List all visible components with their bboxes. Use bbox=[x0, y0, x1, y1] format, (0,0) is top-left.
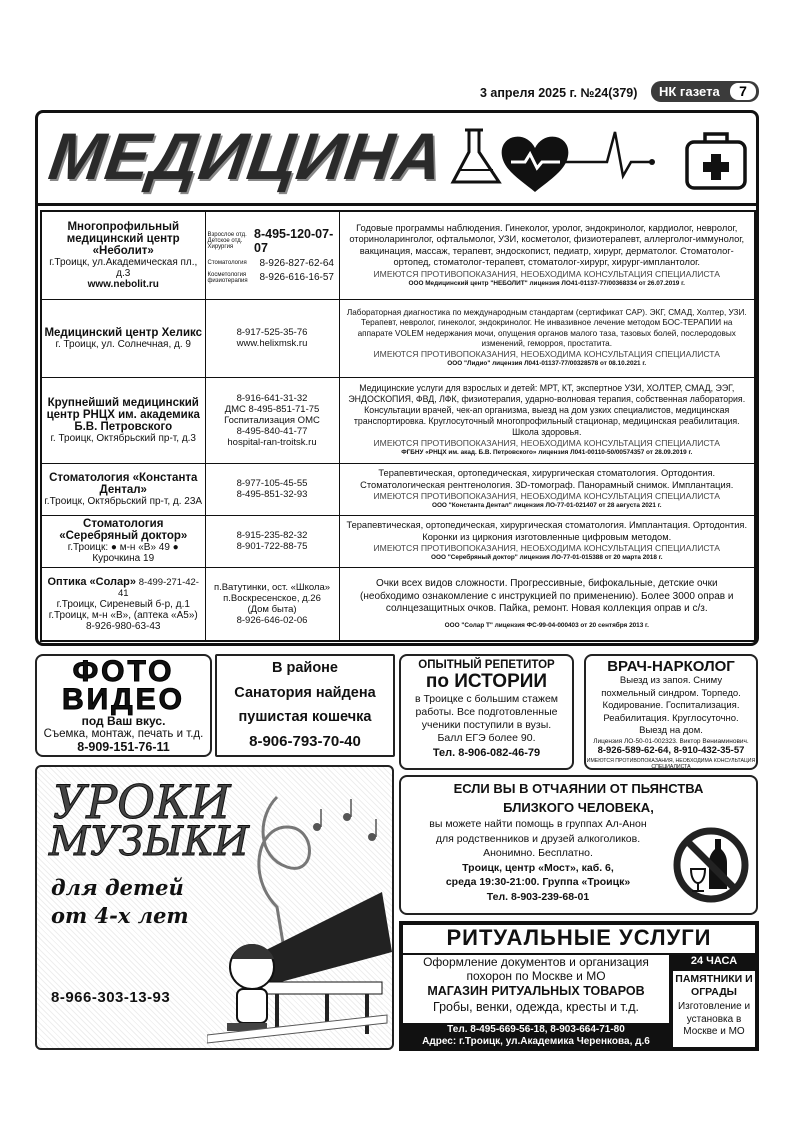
medicine-directory bbox=[40, 210, 756, 642]
ad-text: Оформление документов и организация bbox=[423, 955, 649, 969]
medicine-icons bbox=[445, 118, 750, 196]
phone-line: 8-495-851-32-93 bbox=[236, 489, 308, 500]
phone-line: Госпитализация ОМС bbox=[224, 414, 320, 426]
ad-text: под Ваш вкус. bbox=[81, 714, 166, 728]
ad-phone: Тел. 8-495-669-56-18, 8-903-664-71-80 bbox=[447, 1024, 625, 1035]
table-row bbox=[41, 299, 755, 377]
table-row bbox=[41, 463, 755, 515]
history-tutor-ad bbox=[399, 654, 574, 770]
issue-date: 3 апреля 2025 г. №24(379) bbox=[480, 86, 638, 100]
photo-video-ad bbox=[35, 654, 212, 757]
clinic-description: Терапевтическая, ортопедическая, хирургическая стоматология. Ортодонтия. Стоматологическая рентгенология. 3D-томограф. Панорамный снимок. Имплантация. bbox=[360, 468, 734, 490]
ad-text: для родственников и друзей алкоголиков. bbox=[435, 832, 641, 845]
clinic-name: Многопрофильный медицинский центр «Неболит» bbox=[66, 220, 180, 257]
clinic-address: г.Троицк: ● м-н «В» 49 ● Курочкина 19 bbox=[67, 542, 179, 564]
ad-phone: Тел. 8-906-082-46-79 bbox=[432, 747, 541, 759]
heart-pulse-icon bbox=[502, 132, 655, 192]
table-row bbox=[41, 211, 755, 299]
branch-line: п.Ватутинки, ост. «Школа» bbox=[213, 581, 331, 593]
phone-line: 8-977-105-45-55 bbox=[236, 478, 308, 489]
music-notes-icon bbox=[313, 799, 376, 841]
license-text: ООО "Серебряный доктор" лицензия ЛО-77-01-015388 от 20 марта 2018 г. bbox=[431, 553, 663, 561]
phone-number: 8-926-616-16-57 bbox=[259, 272, 334, 284]
ad-address: Адрес: г.Троицк, ул.Академика Черенкова, д.6 bbox=[422, 1036, 650, 1047]
ad-text: пушистая кошечка bbox=[238, 709, 372, 725]
flask-icon bbox=[453, 130, 499, 182]
branch-line: п.Воскресенское, д.26 bbox=[223, 592, 321, 604]
clinic-address: г.Троицк, Сиреневый б-р, д.1 bbox=[56, 598, 190, 610]
clinic-description: Медицинские услуги для взрослых и детей: МРТ, КТ, экспертное УЗИ, ХОЛТЕР, СМАД, ЭЭГ, ЭНДОСКОПИЯ, ФВД, ЛФК, физиотерапия, ударно-волновая терапия, собственная лаборатория. Консультации врачей, чек-ап организма, выезд на дом узких специалистов, медицинская транспортировка. Круглосуточный многопрофильный стационар, медицинская реабилитация. Школа здоровья. bbox=[348, 383, 746, 438]
ad-text: Анонимно. Бесплатно. bbox=[483, 847, 593, 859]
phone-number: 8-917-525-35-76 bbox=[236, 327, 308, 338]
ad-headline: БЛИЗКОГО ЧЕЛОВЕКА, bbox=[503, 800, 654, 815]
clinic-site[interactable]: www.helixmsk.ru bbox=[236, 338, 308, 349]
first-aid-kit-icon bbox=[687, 134, 745, 188]
ad-headline: ВИДЕО bbox=[62, 683, 185, 716]
contraindication-warning: ИМЕЮТСЯ ПРОТИВОПОКАЗАНИЯ, НЕОБХОДИМА КОНСУЛЬТАЦИЯ СПЕЦИАЛИСТА bbox=[373, 491, 720, 502]
piano-illustration bbox=[207, 787, 392, 1049]
ad-headline: УРОКИ bbox=[53, 775, 231, 829]
phone-dept: Косметология физиотерапия bbox=[207, 271, 248, 284]
section-title: МЕДИЦИНА bbox=[44, 119, 449, 193]
ad-headline: МУЗЫКИ bbox=[49, 819, 249, 865]
license-text: ФГБНУ «РНЦХ им. акад. Б.В. Петровского» лицензия Л041-00110-50/00574357 от 28.09.2019 г. bbox=[401, 448, 693, 456]
license-text: ООО "Константа Дентал" лицензия ЛО-77-01-021407 от 28 августа 2021 г. bbox=[431, 501, 662, 509]
ad-headline: ФОТО bbox=[72, 655, 175, 688]
ad-text: МАГАЗИН РИТУАЛЬНЫХ ТОВАРОВ bbox=[427, 984, 645, 998]
clinic-address: г. Троицк, ул. Солнечная, д. 9 bbox=[55, 338, 191, 350]
piano-icon bbox=[262, 892, 392, 1034]
table-row bbox=[41, 515, 755, 567]
ad-text: Съемка, монтаж, печать и т.д. bbox=[43, 728, 204, 740]
phone-number: 8-495-120-07-07 bbox=[254, 226, 334, 255]
ad-text: В районе bbox=[271, 660, 338, 676]
table-row bbox=[41, 567, 755, 641]
ad-text: ПАМЯТНИКИ И ОГРАДЫ bbox=[675, 973, 753, 998]
ad-text: Изготовление и установка в Москве и МО bbox=[677, 1001, 751, 1037]
license-text: ООО "Солар Т" лицензия ФС-99-04-000403 от 20 сентября 2013 г. bbox=[444, 621, 649, 629]
paper-name: НК газета bbox=[659, 84, 720, 99]
clinic-name: Стоматология «Константа Дентал» bbox=[49, 471, 198, 496]
contraindication-warning: ИМЕЮТСЯ ПРОТИВОПОКАЗАНИЯ, НЕОБХОДИМА КОНСУЛЬТАЦИЯ СПЕЦИАЛИСТА bbox=[586, 757, 756, 770]
ad-headline: РИТУАЛЬНЫЕ УСЛУГИ bbox=[403, 925, 755, 953]
ad-phone: 8-966-303-13-93 bbox=[51, 989, 171, 1006]
phone-line: 8-916-641-31-32 bbox=[236, 392, 308, 404]
paper-badge bbox=[651, 81, 759, 102]
phone-number: 8-926-980-63-43 bbox=[86, 620, 161, 632]
clinic-address: г.Троицк, ул.Академическая пл., д.3 bbox=[49, 256, 198, 279]
phone-number: 8-499-271-42-41 bbox=[117, 576, 199, 599]
ad-text: в Троицке с большим стажем работы. Все подготовленные ученики поступили в вузы. Балл ЕГЭ более 90. bbox=[414, 693, 559, 744]
ad-text: Санатория найдена bbox=[234, 685, 376, 701]
clinic-address: г. Троицк, Октябрьский пр-т, д.3 bbox=[50, 432, 196, 444]
contraindication-warning: ИМЕЮТСЯ ПРОТИВОПОКАЗАНИЯ, НЕОБХОДИМА КОНСУЛЬТАЦИЯ СПЕЦИАЛИСТА bbox=[373, 269, 720, 280]
license-text: ООО "Лидио" лицензия Л041-01137-77/00328578 от 08.10.2021 г. bbox=[447, 359, 647, 367]
license-text: Лицензия ЛО-50-01-002323. Виктор Вениаминович. bbox=[593, 737, 749, 745]
ad-text: похорон по Москве и МО bbox=[466, 969, 606, 983]
hours-badge: 24 ЧАСА bbox=[690, 955, 738, 967]
ad-text: Троицк, центр «Мост», каб. 6, bbox=[462, 861, 614, 874]
clinic-description: Годовые программы наблюдения. Гинеколог, уролог, эндокринолог, кардиолог, невролог, оториноларинголог, офтальмолог, УЗИ, косметолог, физиотерапевт, аллерголог-иммунолог, вакцинация, массаж, терапевт, эндоскопист, педиатр, хирург, дерматолог. Стоматолог-ортопед, стоматолог-терапевт, стоматолог-хирург, хирург-имплантолог. bbox=[349, 222, 745, 268]
phone-line: 8-915-235-82-32 bbox=[236, 530, 308, 541]
ad-text: среда 19:30-21:00. Группа «Троицк» bbox=[445, 876, 631, 888]
phone-number: 8-926-827-62-64 bbox=[259, 257, 334, 269]
phone-line: ДМС 8-495-851-71-75 bbox=[224, 403, 320, 415]
clinic-description: Лабораторная диагностика по международным стандартам (сертификат CAP). ЭКГ, СМАД, Холтер, УЗИ. Терапевт, невролог, гинеколог, эндокринолог. Не инвазивное лечение методом БОС-ТЕРАПИИ на аппарате VOLEM недержания мочи, опущения органов малого таза, тазовых болей, послеродовых изменений, геморроя, простатита. bbox=[346, 308, 747, 348]
phone-dept: Взрослое отд. Детское отд. Хирургия bbox=[207, 231, 247, 250]
lost-cat-ad bbox=[215, 654, 395, 757]
ad-text: вы можете найти помощь в группах Ал-Анон bbox=[429, 818, 647, 830]
clinic-name: Оптика «Солар» bbox=[47, 575, 136, 588]
clinic-address: г.Троицк, Октябрьский пр-т, д. 23А bbox=[44, 495, 203, 507]
phone-line: 8-901-722-88-75 bbox=[236, 541, 308, 552]
narcologist-ad bbox=[584, 654, 758, 770]
ad-headline: ЕСЛИ ВЫ В ОТЧАЯНИИ ОТ ПЬЯНСТВА bbox=[453, 781, 704, 796]
funeral-services-ad bbox=[399, 921, 759, 1051]
ad-text: для детей bbox=[51, 875, 184, 900]
clinic-description: Очки всех видов сложности. Прогрессивные, бифокальные, детские очки (необходимо ознакомление с инструкцией по применению). Более 3000 оправ и солнцезащитных очков. Пайка, ремонт. Новая коллекция оправ и с/з. bbox=[360, 578, 734, 614]
phone-number: 8-926-646-02-06 bbox=[236, 614, 308, 626]
ad-headline: ОПЫТНЫЙ РЕПЕТИТОР bbox=[418, 659, 555, 671]
al-anon-ad bbox=[399, 775, 758, 915]
contraindication-warning: ИМЕЮТСЯ ПРОТИВОПОКАЗАНИЯ, НЕОБХОДИМА КОНСУЛЬТАЦИЯ СПЕЦИАЛИСТА bbox=[373, 543, 720, 554]
clinic-name: Крупнейший медицинский центр РНЦХ им. академика Б.В. Петровского bbox=[46, 396, 200, 433]
clinic-site[interactable]: hospital-ran-troitsk.ru bbox=[227, 436, 317, 448]
table-row bbox=[41, 377, 755, 463]
phone-dept: Стоматология bbox=[207, 260, 247, 267]
ad-phone: 8-926-589-62-64, 8-910-432-35-57 bbox=[597, 744, 745, 756]
ad-text: Гробы, венки, одежда, кресты и т.д. bbox=[433, 1000, 639, 1014]
ad-phone: 8-906-793-70-40 bbox=[249, 733, 361, 750]
page-number: 7 bbox=[730, 83, 756, 100]
ad-headline: по ИСТОРИИ bbox=[425, 671, 548, 692]
ad-headline: ВРАЧ-НАРКОЛОГ bbox=[607, 658, 735, 675]
phone-line: 8-495-840-41-77 bbox=[236, 425, 308, 437]
contraindication-warning: ИМЕЮТСЯ ПРОТИВОПОКАЗАНИЯ, НЕОБХОДИМА КОНСУЛЬТАЦИЯ СПЕЦИАЛИСТА bbox=[373, 438, 720, 449]
clinic-description: Терапевтическая, ортопедическая, хирургическая стоматология. Имплантация. Ортодонтия. Коронки из циркония изготовленные цифровым методом. bbox=[346, 520, 748, 542]
ad-phone: 8-909-151-76-11 bbox=[77, 740, 170, 754]
clinic-address: г.Троицк, м-н «В», (аптека «А5») bbox=[48, 609, 198, 621]
clinic-site[interactable]: www.nebolit.ru bbox=[87, 278, 159, 290]
branch-line: (Дом быта) bbox=[247, 603, 297, 615]
clinic-name: Стоматология «Серебряный доктор» bbox=[59, 518, 188, 542]
clinic-name: Медицинский центр Хеликс bbox=[44, 326, 203, 339]
ad-text: Выезд из запоя. Сниму похмельный синдром. Торпедо. Кодирование. Госпитализация. Реабилитация. Круглосуточно. Выезд на дом. bbox=[601, 675, 741, 736]
ad-text: от 4-х лет bbox=[51, 903, 189, 928]
title-rule bbox=[38, 203, 756, 206]
license-text: ООО Медицинский центр "НЕБОЛИТ" лицензия ЛО41-01137-77/00368334 от 26.07.2019 г. bbox=[408, 279, 685, 287]
music-lessons-ad bbox=[35, 765, 394, 1050]
ad-phone: Тел. 8-903-239-68-01 bbox=[486, 890, 590, 903]
no-alcohol-icon bbox=[671, 825, 751, 905]
contraindication-warning: ИМЕЮТСЯ ПРОТИВОПОКАЗАНИЯ, НЕОБХОДИМА КОНСУЛЬТАЦИЯ СПЕЦИАЛИСТА bbox=[373, 349, 720, 360]
